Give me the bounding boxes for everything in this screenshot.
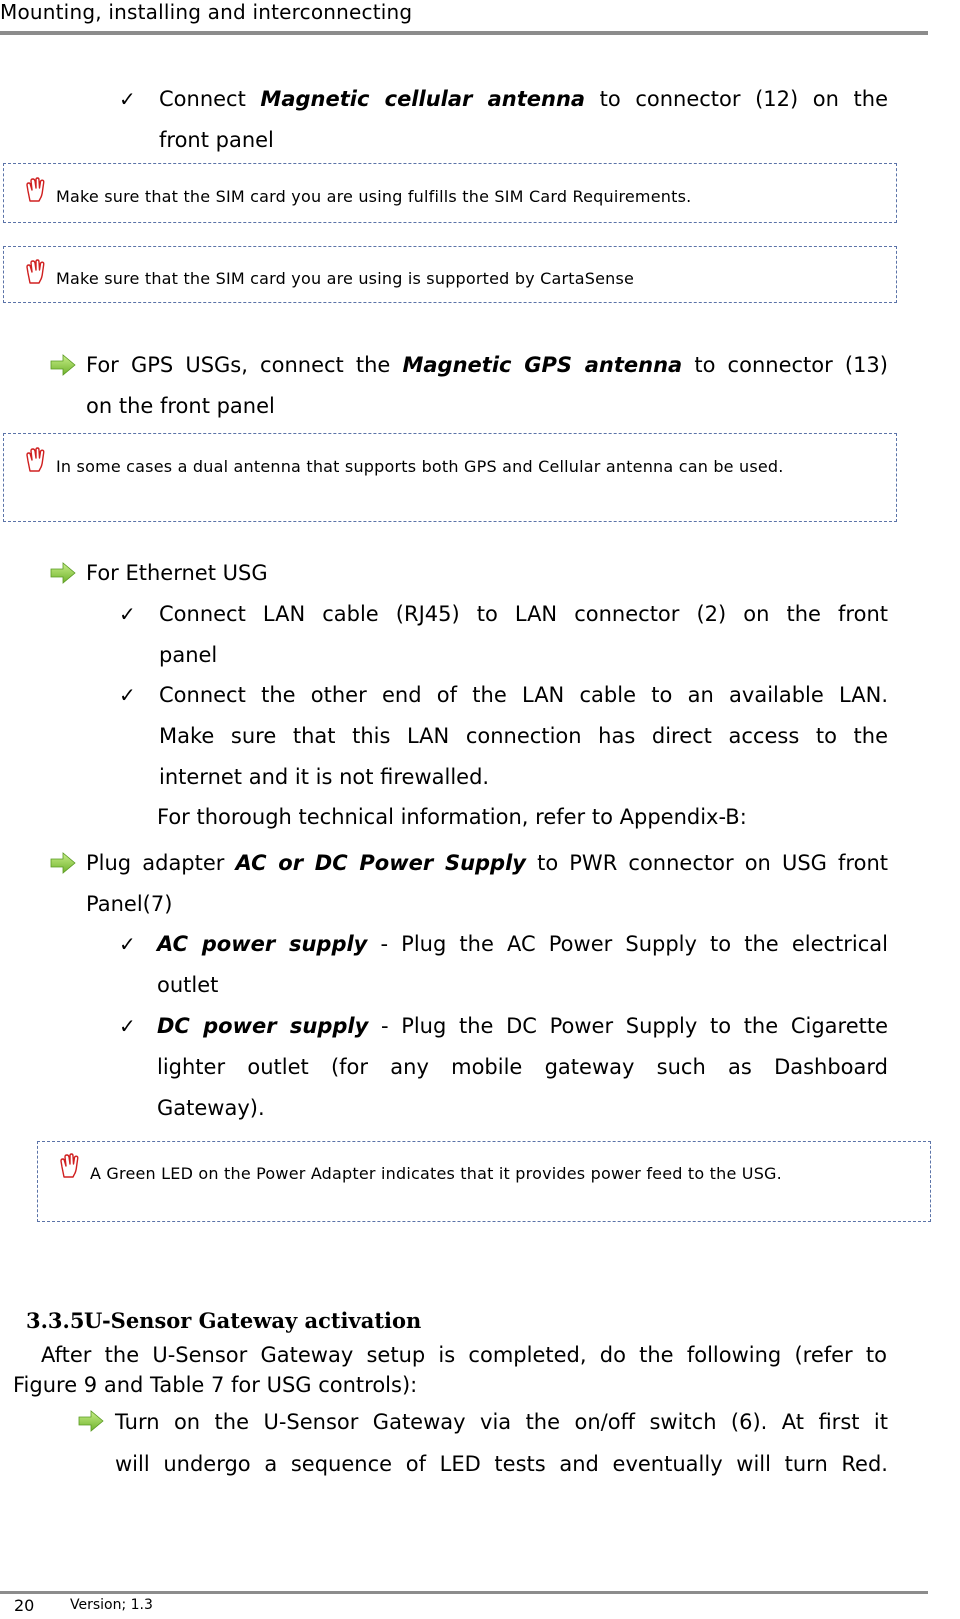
ethernet-subitem-2-line3: internet and it is not firewalled. [159,765,490,789]
ethernet-subitem-1-line1: Connect LAN cable (RJ45) to LAN connector (2) on the front [159,602,888,626]
ethernet-subitem-1-line2: panel [159,643,218,667]
hand-icon [25,259,47,285]
section-title: U-Sensor Gateway activation [84,1308,422,1333]
check-icon: ✓ [119,602,136,626]
arrow-right-icon [50,852,76,874]
section-intro [13,1340,887,1400]
note-green-led [37,1141,931,1222]
section-intro-line1: After the U-Sensor Gateway setup is completed, do the following (refer to [41,1343,887,1367]
activation-step-1-line1: Turn on the U-Sensor Gateway via the on/off switch (6). At first it [115,1410,888,1434]
note-dual-antenna-text: In some cases a dual antenna that supports both GPS and Cellular antenna can be used. [56,457,784,476]
activation-step-1-line2: will undergo a sequence of LED tests and eventually will turn Red. [115,1452,888,1476]
ethernet-subitem-2-line2: Make sure that this LAN connection has direct access to the [159,724,888,748]
footer-rule [0,1591,928,1594]
appendix-reference: For thorough technical information, refer to Appendix-B: [157,805,747,829]
check-icon: ✓ [119,87,136,111]
header-rule [0,31,928,35]
power-subitem-ac-line1: AC power supply - Plug the AC Power Supply to the electrical [157,932,888,956]
cell-antenna-line2: front panel [159,128,274,152]
hand-icon [59,1153,81,1179]
ethernet-title: For Ethernet USG [86,561,268,585]
version-label: Version; 1.3 [70,1597,153,1613]
power-subitem-dc-line3: Gateway). [157,1096,265,1120]
gps-line1: For GPS USGs, connect the Magnetic GPS antenna to connector (13) [86,353,888,377]
hand-icon [25,447,47,473]
arrow-right-icon [50,354,76,376]
note-sim-supported [3,246,897,303]
hand-icon [25,177,47,203]
check-icon: ✓ [119,932,136,956]
arrow-right-icon [50,562,76,584]
check-icon: ✓ [119,683,136,707]
note-green-led-text: A Green LED on the Power Adapter indicates that it provides power feed to the USG. [90,1164,782,1183]
power-subitem-dc-line2: lighter outlet (for any mobile gateway such as Dashboard [157,1055,888,1079]
note-sim-supported-text: Make sure that the SIM card you are using is supported by CartaSense [56,269,635,288]
page-header-title: Mounting, installing and interconnecting [0,0,413,24]
note-sim-requirements [3,163,897,223]
power-line1: Plug adapter AC or DC Power Supply to PWR connector on USG front [86,851,888,875]
power-subitem-dc-line1: DC power supply - Plug the DC Power Supply to the Cigarette [157,1014,888,1038]
ethernet-subitem-2-line1: Connect the other end of the LAN cable to an available LAN. [159,683,888,707]
cell-antenna-line1: Connect Magnetic cellular antenna to connector (12) on the [159,87,888,111]
arrow-right-icon [78,1410,104,1432]
check-icon: ✓ [119,1014,136,1038]
power-line2: Panel(7) [86,892,173,916]
page-number: 20 [14,1596,35,1615]
section-number: 3.3.5 [26,1308,85,1333]
gps-line2: on the front panel [86,394,275,418]
section-heading [26,1308,421,1333]
note-sim-requirements-text: Make sure that the SIM card you are using fulfills the SIM Card Requirements. [56,187,692,206]
section-intro-line2: Figure 9 and Table 7 for USG controls): [13,1373,418,1397]
power-subitem-ac-line2: outlet [157,973,219,997]
note-dual-antenna [3,433,897,522]
